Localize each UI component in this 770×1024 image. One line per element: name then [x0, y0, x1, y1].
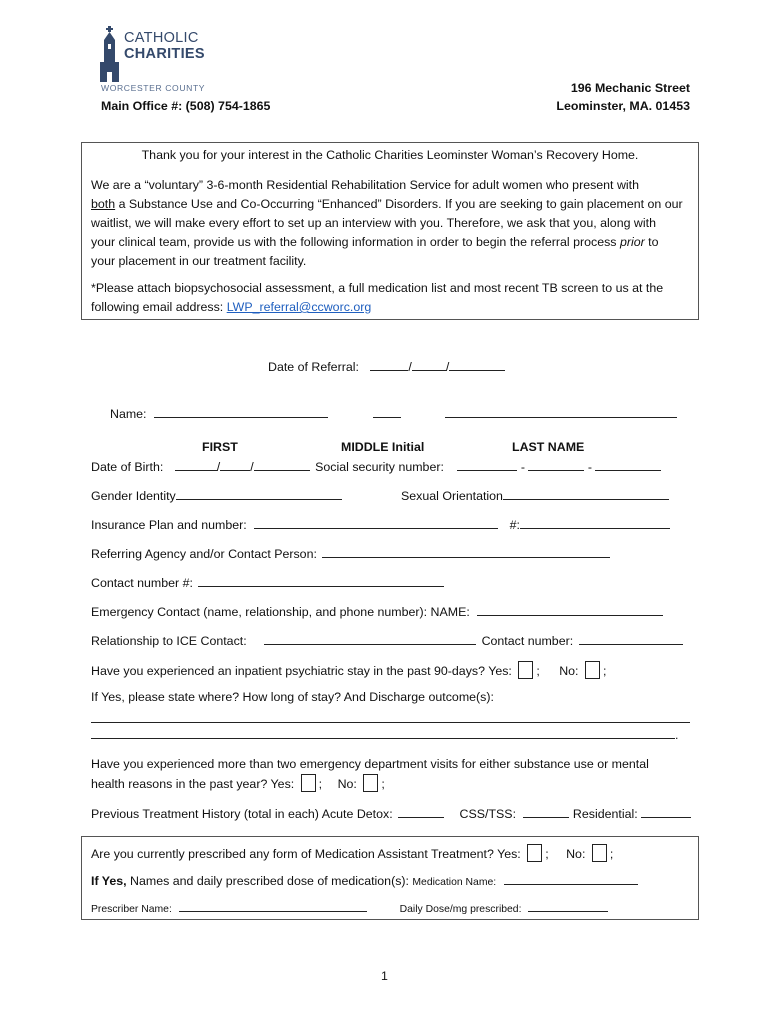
residential-field[interactable] — [641, 805, 691, 818]
daily-dose-label: Daily Dose/mg prescribed: — [399, 904, 522, 915]
emergency-field[interactable] — [477, 603, 663, 616]
ssn-part-1-field[interactable] — [457, 458, 517, 471]
orientation-label: Sexual Orientation — [401, 489, 503, 503]
referring-row — [91, 545, 610, 561]
mat-question-row: Are you currently prescribed any form of Medication Assistant Treatment? Yes: ; No: ; — [91, 844, 613, 862]
psych-question: Have you experienced an inpatient psychiatric stay in the past 90-days? Yes: — [91, 664, 512, 678]
referral-email-link[interactable]: LWP_referral@ccworc.org — [226, 300, 372, 314]
psych-answer-line-2-row: . — [91, 726, 678, 742]
attachment-note: *Please attach biopsychosocial assessment, a full medication list and most recent TB screen to us at the following email address: LWP_referral@ccworc.org — [91, 281, 664, 314]
intro-paragraph: We are a “voluntary” 3-6-month Residential Rehabilitation Service for adult women who present with both a Substance Use and Co-Occurring “Enhanced” Disorders. If you are seeking to gain placement on our waitlist, we will make every effort to set up an interview with you. Therefore, we ask that you, along with your clinical team, provide us with the following information in order to begin the referral process prior to your placement in our treatment facility. — [91, 178, 683, 268]
referral-month-field[interactable] — [370, 358, 408, 371]
gender-row — [91, 487, 342, 503]
emergency-row — [91, 603, 663, 619]
church-tower-icon — [98, 26, 122, 84]
gender-field[interactable] — [176, 487, 342, 500]
intro-box — [81, 142, 699, 320]
medication-name-field[interactable] — [504, 872, 638, 885]
middle-initial-caption: MIDDLE Initial — [341, 440, 425, 454]
dob-ssn-row: Date of Birth: / / Social security number: - - — [91, 458, 661, 474]
ice-relationship-field[interactable] — [264, 632, 476, 645]
psych-yes-checkbox[interactable] — [518, 661, 533, 679]
ice-contact-number-field[interactable] — [579, 632, 683, 645]
mat-if-yes-row: If Yes, Names and daily prescribed dose of medication(s): Medication Name: — [91, 872, 638, 888]
psych-no-label: No: — [559, 664, 579, 678]
date-of-referral-label: Date of Referral: — [268, 360, 359, 374]
ed-no-checkbox[interactable] — [363, 774, 378, 792]
first-caption: FIRST — [202, 440, 238, 454]
ice-label: Relationship to ICE Contact: — [91, 634, 247, 648]
ssn-label: Social security number: — [315, 460, 444, 474]
page-number: 1 — [381, 969, 388, 983]
daily-dose-field[interactable] — [528, 901, 608, 912]
referral-year-field[interactable] — [449, 358, 505, 371]
emphasis-prior: prior — [619, 235, 645, 249]
last-name-caption: LAST NAME — [512, 440, 585, 454]
mat-no-checkbox[interactable] — [592, 844, 607, 862]
contact-number-row — [91, 574, 444, 590]
prescriber-field[interactable] — [179, 901, 367, 912]
dob-month-field[interactable] — [175, 458, 217, 471]
address-line-2: Leominster, MA. 01453 — [556, 99, 690, 113]
dob-day-field[interactable] — [220, 458, 250, 471]
ssn-part-2-field[interactable] — [528, 458, 584, 471]
last-name-field[interactable] — [445, 405, 677, 418]
ice-row — [91, 632, 683, 648]
main-office-phone: Main Office #: (508) 754-1865 — [101, 99, 271, 113]
insurance-number-label: #: — [509, 518, 520, 532]
logo-line-1: CATHOLIC — [124, 30, 199, 46]
contact-number-label: Contact number #: — [91, 576, 193, 590]
psych-row: Have you experienced an inpatient psychiatric stay in the past 90-days? Yes: ; No: ; — [91, 661, 606, 679]
referring-field[interactable] — [322, 545, 610, 558]
mat-yes-checkbox[interactable] — [527, 844, 542, 862]
treatment-history-row — [91, 805, 691, 821]
referral-day-field[interactable] — [412, 358, 446, 371]
mat-question: Are you currently prescribed any form of Medication Assistant Treatment? Yes: — [91, 847, 521, 861]
css-tss-label: CSS/TSS: — [459, 807, 517, 821]
psych-answer-line-1[interactable] — [91, 708, 690, 723]
psych-no-checkbox[interactable] — [585, 661, 600, 679]
medication-name-label: Medication Name: — [412, 877, 497, 888]
ed-visits-question: Have you experienced more than two emergency department visits for either substance use or mental health reasons in the past year? Yes: ; No: ; — [91, 757, 649, 791]
middle-initial-field[interactable] — [373, 405, 401, 418]
if-yes-label: If Yes, — [91, 874, 127, 888]
ed-yes-checkbox[interactable] — [301, 774, 316, 792]
insurance-label: Insurance Plan and number: — [91, 518, 247, 532]
logo-line-3: WORCESTER COUNTY — [101, 83, 206, 93]
css-tss-field[interactable] — [523, 805, 569, 818]
name-row — [110, 405, 677, 421]
prescriber-row — [91, 901, 608, 915]
ssn-part-3-field[interactable] — [595, 458, 661, 471]
prescriber-label: Prescriber Name: — [91, 904, 172, 915]
psych-followup: If Yes, please state where? How long of stay? And Discharge outcome(s): — [91, 690, 494, 704]
logo-line-2: CHARITIES — [124, 46, 205, 62]
dob-year-field[interactable] — [254, 458, 310, 471]
dob-label: Date of Birth: — [91, 460, 164, 474]
emphasis-both: both — [91, 197, 116, 211]
name-label: Name: — [110, 407, 147, 421]
orientation-field[interactable] — [503, 487, 669, 500]
gender-label: Gender Identity — [91, 489, 176, 503]
psych-answer-line-2[interactable] — [91, 726, 675, 739]
orientation-row — [401, 487, 669, 503]
acute-detox-field[interactable] — [398, 805, 444, 818]
catholic-charities-logo — [98, 26, 210, 96]
referring-label: Referring Agency and/or Contact Person: — [91, 547, 317, 561]
insurance-field[interactable] — [254, 516, 498, 529]
contact-number-field[interactable] — [198, 574, 444, 587]
residential-label: Residential: — [572, 807, 638, 821]
insurance-number-field[interactable] — [520, 516, 670, 529]
mat-box — [81, 836, 699, 920]
address-line-1: 196 Mechanic Street — [570, 81, 690, 95]
thank-you-line: Thank you for your interest in the Catholic Charities Leominster Woman’s Recovery Home. — [141, 148, 639, 162]
emergency-label: Emergency Contact (name, relationship, and phone number): NAME: — [91, 605, 470, 619]
first-name-field[interactable] — [154, 405, 328, 418]
date-of-referral-row: Date of Referral: / / — [268, 358, 505, 374]
ice-contact-number-label: Contact number: — [481, 634, 574, 648]
treatment-history-label: Previous Treatment History (total in each) Acute Detox: — [91, 807, 393, 821]
insurance-row — [91, 516, 670, 532]
